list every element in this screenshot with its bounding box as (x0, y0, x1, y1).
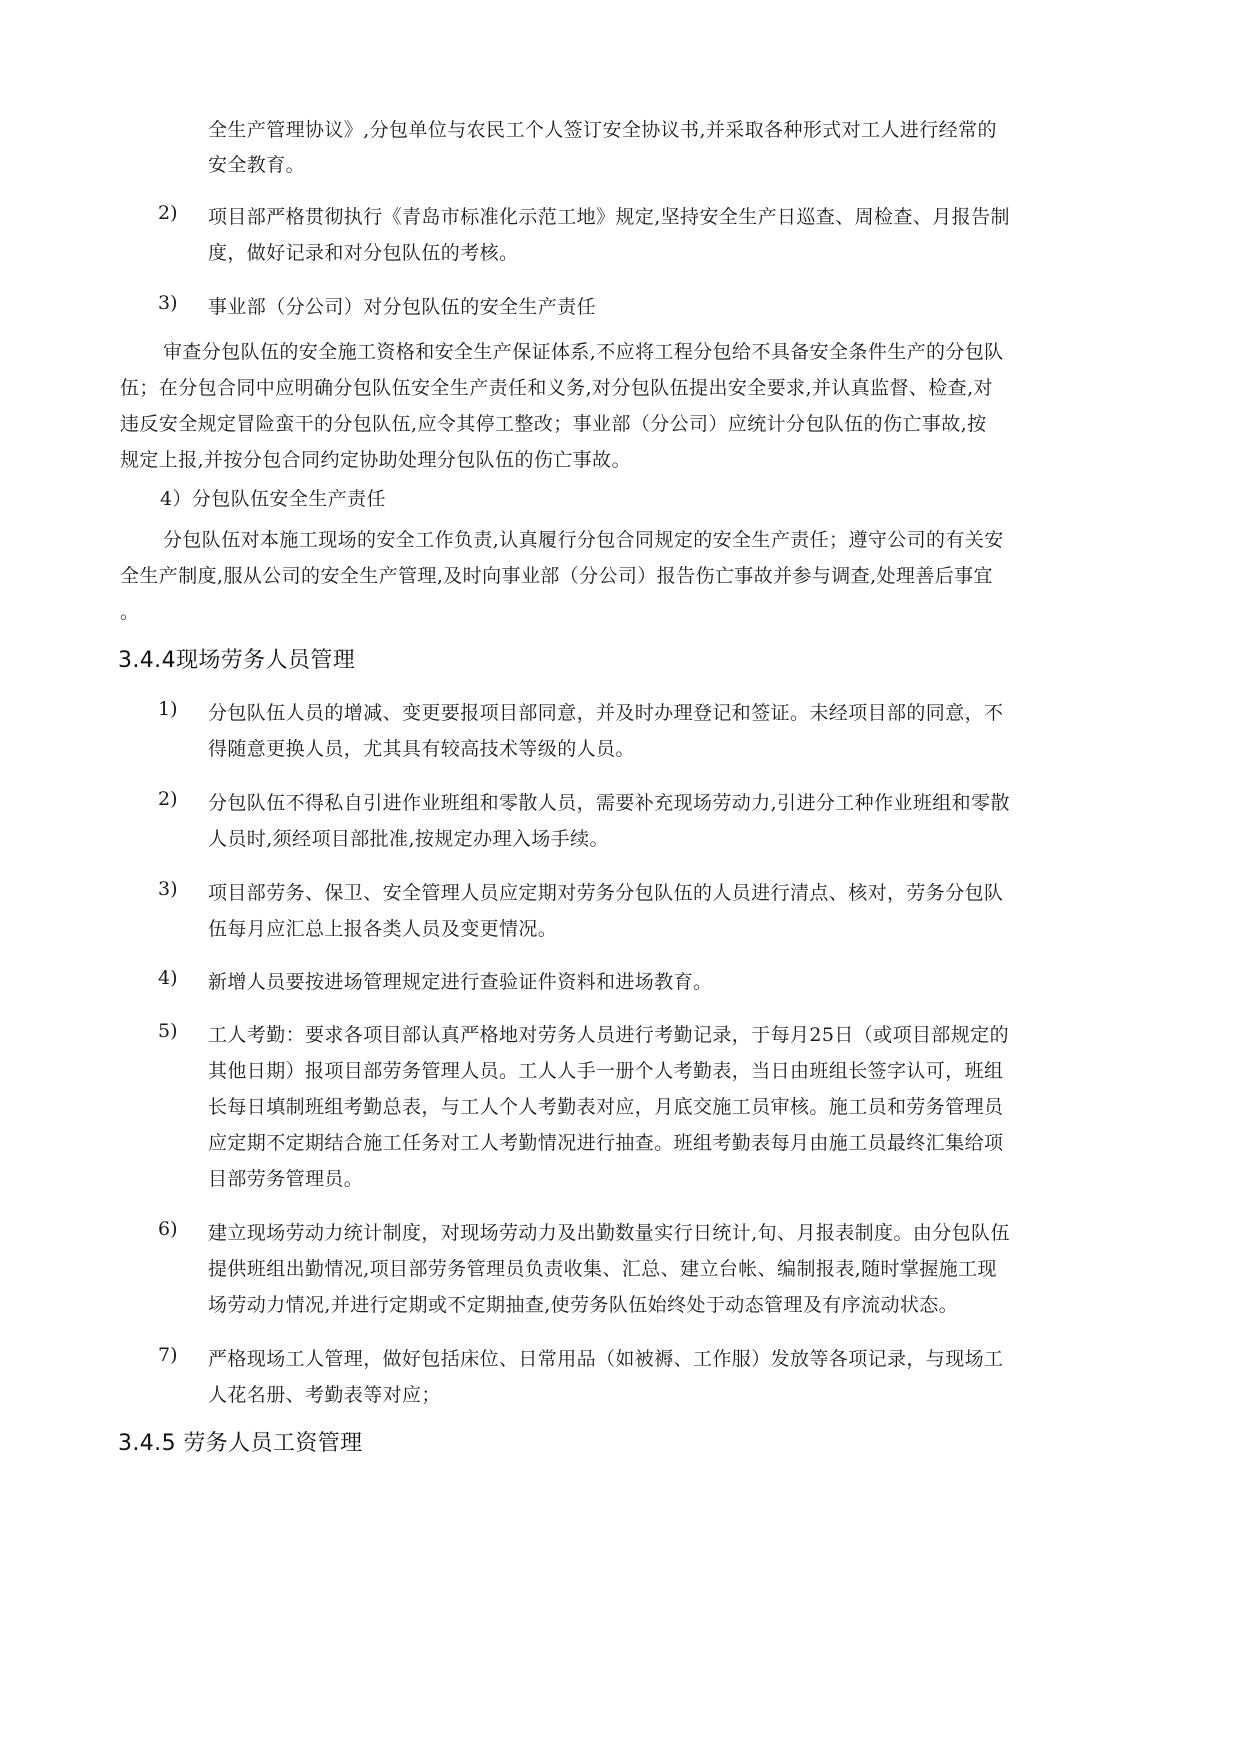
list-item-line: 提供班组出勤情况,项目部劳务管理员负责收集、汇总、建立台帐、编制报表,随时掌握施工现 (208, 1258, 997, 1280)
list-number: 4) (158, 967, 178, 989)
list-item-line: 严格现场工人管理，做好包括床位、日常用品（如被褥、工作服）发放等各项记录，与现场工 (208, 1348, 1004, 1370)
list-item-line: 度，做好记录和对分包队伍的考核。 (208, 242, 519, 264)
paragraph-line: 审查分包队伍的安全施工资格和安全生产保证体系,不应将工程分包给不具备安全条件生产的分包队 (163, 341, 1004, 363)
section-heading: 3.4.4现场劳务人员管理 (118, 648, 356, 673)
list-number: 6) (158, 1218, 178, 1240)
list-item-line: 得随意更换人员，尤其具有较高技术等级的人员。 (208, 738, 635, 760)
list-number: 5) (158, 1020, 178, 1042)
list-number: 7) (158, 1344, 178, 1366)
paragraph-line: 伍；在分包合同中应明确分包队伍安全生产责任和义务,对分包队伍提出安全要求,并认真监督、检查,对 (120, 377, 993, 399)
list-item-line: 分包队伍人员的增减、变更要报项目部同意，并及时办理登记和签证。未经项目部的同意，不 (208, 702, 1004, 724)
list-item-line: 事业部（分公司）对分包队伍的安全生产责任 (208, 296, 597, 318)
paragraph-line: 分包队伍对本施工现场的安全工作负责,认真履行分包合同规定的安全生产责任；遵守公司的有关安 (163, 529, 1004, 551)
list-item-line: 项目部劳务、保卫、安全管理人员应定期对劳务分包队伍的人员进行清点、核对，劳务分包队 (208, 882, 1004, 904)
paragraph-line: 安全教育。 (208, 154, 306, 176)
list-item-line: 新增人员要按进场管理规定进行查验证件资料和进场教育。 (208, 971, 713, 993)
list-number: 2) (158, 788, 178, 810)
paragraph-line: 全生产管理协议》,分包单位与农民工个人签订安全协议书,并采取各种形式对工人进行经常的 (208, 119, 997, 141)
list-item-line: 长每日填制班组考勤总表，与工人个人考勤表对应，月底交施工员审核。施工员和劳务管理员 (208, 1096, 1004, 1118)
paragraph-line: 。 (120, 601, 140, 623)
list-number: 3) (158, 878, 178, 900)
section-heading: 3.4.5 劳务人员工资管理 (118, 1431, 363, 1456)
list-item-line: 目部劳务管理员。 (208, 1168, 364, 1190)
list-item-line: 场劳动力情况,并进行定期或不定期抽查,使劳务队伍始终处于动态管理及有序流动状态。 (208, 1294, 959, 1316)
paragraph-line: 规定上报,并按分包合同约定协助处理分包队伍的伤亡事故。 (120, 449, 631, 471)
subheading: 4）分包队伍安全生产责任 (160, 488, 386, 510)
list-item-line: 人花名册、考勤表等对应； (208, 1384, 441, 1406)
list-item-line: 其他日期）报项目部劳务管理人员。工人人手一册个人考勤表，当日由班组长签字认可，班组 (208, 1060, 1004, 1082)
list-item-line: 项目部严格贯彻执行《青岛市标准化示范工地》规定,坚持安全生产日巡查、周检查、月报告制 (208, 206, 1010, 228)
list-item-line: 人员时,须经项目部批准,按规定办理入场手续。 (208, 828, 609, 850)
paragraph-line: 全生产制度,服从公司的安全生产管理,及时向事业部（分公司）报告伤亡事故并参与调查,处理善后事宜 (120, 565, 993, 587)
list-item-line: 分包队伍不得私自引进作业班组和零散人员，需要补充现场劳动力,引进分工种作业班组和零散 (208, 792, 1010, 814)
paragraph-line: 违反安全规定冒险蛮干的分包队伍,应令其停工整改；事业部（分公司）应统计分包队伍的伤亡事故,按 (120, 413, 987, 435)
list-number: 1) (158, 698, 178, 720)
list-number: 3) (158, 292, 178, 314)
list-item-line: 工人考勤：要求各项目部认真严格地对劳务人员进行考勤记录，于每月25日（或项目部规定的 (208, 1024, 1009, 1046)
list-item-line: 伍每月应汇总上报各类人员及变更情况。 (208, 918, 558, 940)
list-item-line: 应定期不定期结合施工任务对工人考勤情况进行抽查。班组考勤表每月由施工员最终汇集给项 (208, 1132, 1004, 1154)
list-number: 2) (158, 202, 178, 224)
list-item-line: 建立现场劳动力统计制度，对现场劳动力及出勤数量实行日统计,旬、月报表制度。由分包队伍 (208, 1222, 1010, 1244)
